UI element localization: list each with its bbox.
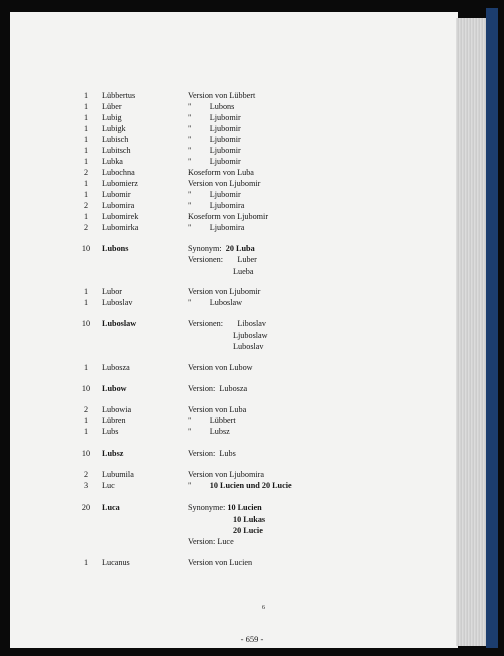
entry-relation: Koseform von Luba — [188, 168, 254, 177]
entry-relation: Synonym: 20 Luba — [188, 244, 255, 253]
entry-row — [0, 362, 504, 374]
entry-relation: Version von Lübbert — [188, 91, 256, 100]
entry-frequency: 1 — [83, 113, 89, 122]
entry-frequency: 1 — [83, 146, 89, 155]
entry-frequency: 3 — [83, 481, 89, 490]
entry-frequency: 1 — [83, 212, 89, 221]
entry-frequency: 20 — [81, 503, 91, 512]
entry-relation: Synonyme: 10 Lucien — [188, 503, 262, 512]
entry-frequency: 1 — [83, 102, 89, 111]
entry-relation: Koseform von Ljubomir — [188, 212, 269, 221]
entry-row — [0, 318, 504, 330]
entry-relation: " Ljubomir — [188, 157, 241, 166]
entry-row — [0, 480, 504, 492]
entry-name: Lubomira — [102, 201, 135, 210]
entry-relation: Lueba — [188, 267, 254, 276]
entry-name: Lucanus — [102, 558, 130, 567]
entry-row — [0, 557, 504, 569]
entry-row — [0, 426, 504, 438]
entry-name: Lubomirek — [102, 212, 139, 221]
entry-row — [0, 536, 504, 548]
entry-relation: Version von Lucien — [188, 558, 253, 567]
entry-relation: " Lubsz — [188, 427, 230, 436]
entry-name: Lubigk — [102, 124, 126, 133]
entry-relation: Ljuboslaw — [188, 331, 268, 340]
entry-frequency: 2 — [83, 201, 89, 210]
entry-frequency: 1 — [83, 558, 89, 567]
entry-frequency: 1 — [83, 124, 89, 133]
entry-row — [0, 254, 504, 266]
entry-relation: Version: Lubs — [188, 449, 236, 458]
entry-relation: Luboslav — [188, 342, 264, 351]
entry-name: Lubig — [102, 113, 122, 122]
entry-relation: " Lubons — [188, 102, 235, 111]
entry-relation: Version von Ljubomira — [188, 470, 264, 479]
entry-relation: " Ljubomira — [188, 223, 245, 232]
entry-relation: 10 Lukas — [233, 515, 266, 524]
entry-frequency: 1 — [83, 363, 89, 372]
entry-frequency: 2 — [83, 168, 89, 177]
entry-name: Lubomirka — [102, 223, 139, 232]
entry-name: Lubisch — [102, 135, 129, 144]
entry-name: Luboslav — [102, 298, 133, 307]
entry-frequency: 1 — [83, 179, 89, 188]
entry-relation: " Ljubomir — [188, 135, 241, 144]
entry-relation: Version von Luba — [188, 405, 247, 414]
entry-row — [0, 448, 504, 460]
entry-row — [0, 222, 504, 234]
entry-name: Lubumila — [102, 470, 134, 479]
entry-frequency: 2 — [83, 405, 89, 414]
entry-row — [0, 341, 504, 353]
entry-name: Lubs — [102, 427, 119, 436]
entry-name: Lüber — [102, 102, 122, 111]
entry-name: Lubsz — [102, 449, 124, 458]
entry-name: Luboslaw — [102, 319, 137, 328]
entry-frequency: 2 — [83, 470, 89, 479]
entry-name: Lubons — [102, 244, 129, 253]
entry-relation: Version von Lubow — [188, 363, 253, 372]
entry-frequency: 1 — [83, 157, 89, 166]
entry-name: Lubomir — [102, 190, 131, 199]
entry-relation: " Lübbert — [188, 416, 236, 425]
entry-relation: " Luboslaw — [188, 298, 243, 307]
entry-name: Lübren — [102, 416, 126, 425]
entry-name: Lübbertus — [102, 91, 136, 100]
entry-row — [0, 383, 504, 395]
entry-relation: Versionen: Luber — [188, 255, 257, 264]
entry-name: Lubitsch — [102, 146, 131, 155]
entry-relation: " Ljubomira — [188, 201, 245, 210]
entry-name: Lubosza — [102, 363, 130, 372]
entry-relation: Version von Ljubomir — [188, 287, 261, 296]
entry-name: Lubow — [102, 384, 127, 393]
entry-relation: " Ljubomir — [188, 146, 241, 155]
entry-frequency: 1 — [83, 287, 89, 296]
entry-frequency: 1 — [83, 135, 89, 144]
entry-row — [0, 502, 504, 514]
entry-name: Lubomierz — [102, 179, 138, 188]
entry-frequency: 1 — [83, 91, 89, 100]
entry-frequency: 10 — [81, 449, 91, 458]
entry-name: Lubka — [102, 157, 123, 166]
entry-relation: Version: Lubosza — [188, 384, 248, 393]
entry-relation: Version: Luce — [188, 537, 234, 546]
entry-name: Lubochna — [102, 168, 135, 177]
entry-row — [0, 297, 504, 309]
entry-relation: Version von Ljubomir — [188, 179, 261, 188]
entry-frequency: 1 — [83, 190, 89, 199]
entry-relation: " Ljubomir — [188, 113, 241, 122]
entry-relation: " Ljubomir — [188, 190, 241, 199]
entry-name: Luca — [102, 503, 120, 512]
entry-row — [0, 266, 504, 278]
entry-frequency: 2 — [83, 223, 89, 232]
entry-name: Luc — [102, 481, 115, 490]
page-number: - 659 - — [240, 634, 264, 644]
page-mark: 6 — [262, 605, 265, 611]
entry-frequency: 1 — [83, 427, 89, 436]
entry-frequency: 10 — [81, 244, 91, 253]
entry-relation: Versionen: Liboslav — [188, 319, 266, 328]
entry-frequency: 10 — [81, 384, 91, 393]
entry-name: Lubowia — [102, 405, 132, 414]
entry-relation: 20 Lucie — [233, 526, 263, 535]
entry-frequency: 1 — [83, 416, 89, 425]
entry-name: Lubor — [102, 287, 123, 296]
entry-frequency: 1 — [83, 298, 89, 307]
entry-relation: " Ljubomir — [188, 124, 241, 133]
entry-relation: " 10 Lucien und 20 Lucie — [188, 481, 292, 490]
entry-frequency: 10 — [81, 319, 91, 328]
